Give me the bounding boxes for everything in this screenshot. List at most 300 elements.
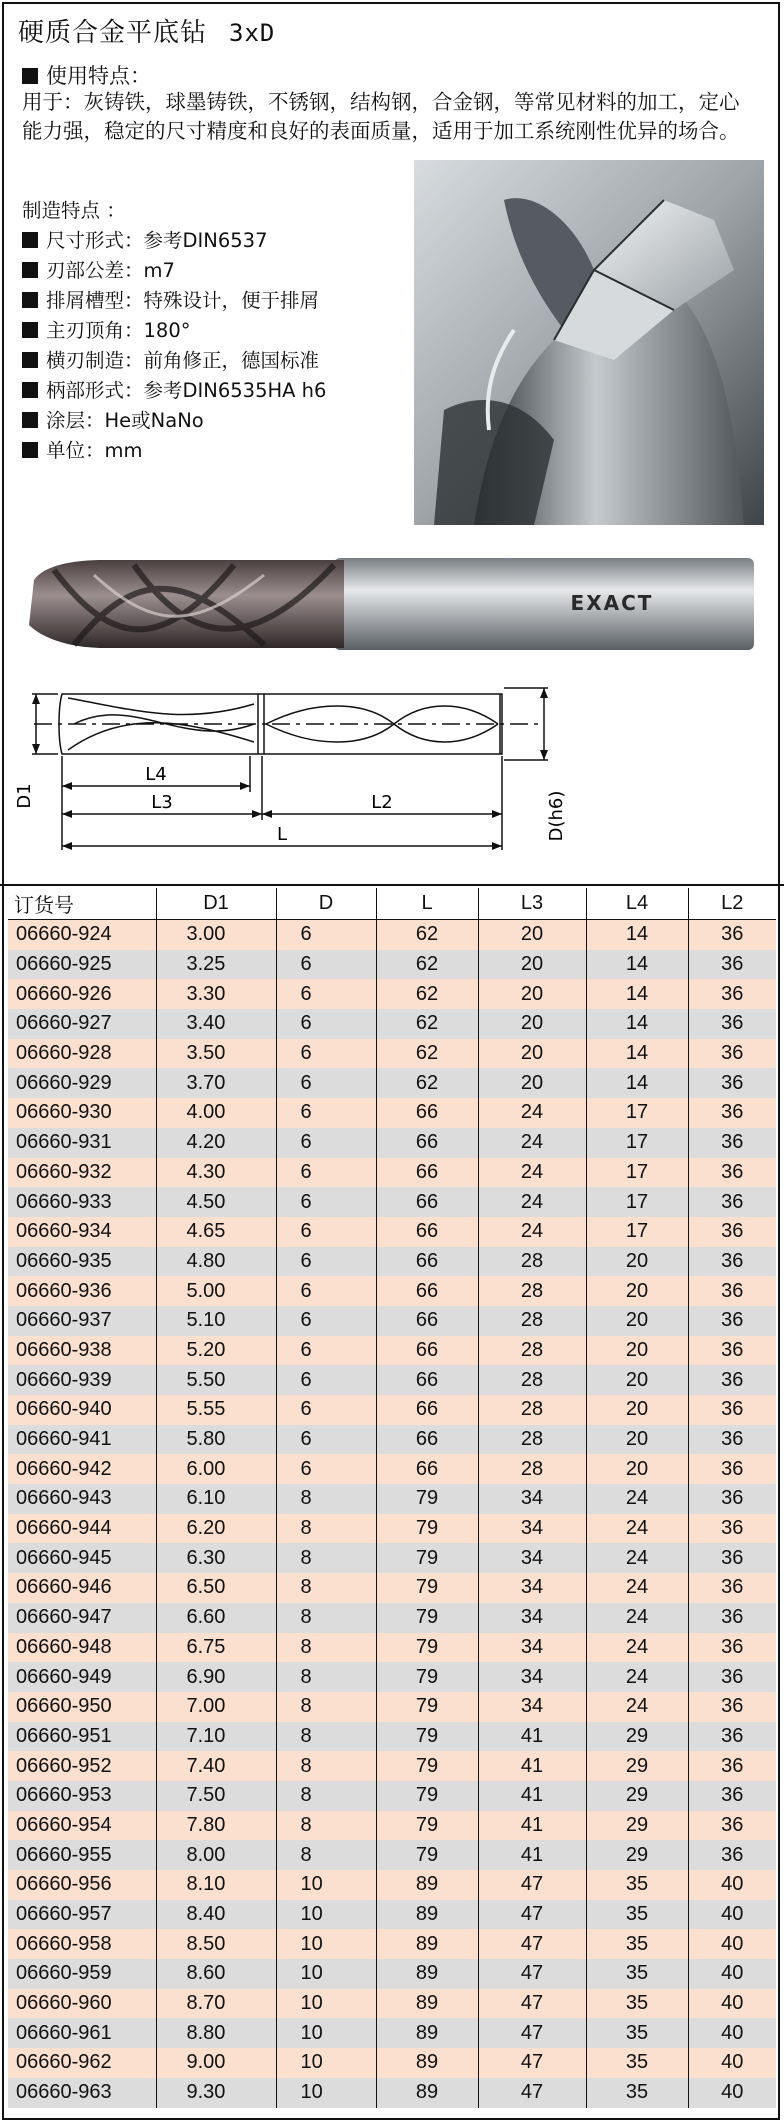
- cell-d1: 6.90: [156, 1662, 276, 1692]
- cell-d1: 4.80: [156, 1247, 276, 1277]
- cell-l3: 47: [478, 2078, 586, 2108]
- cell-d: 8: [276, 1484, 376, 1514]
- cell-d1: 7.00: [156, 1692, 276, 1722]
- cell-l3: 34: [478, 1692, 586, 1722]
- cell-l2: 36: [688, 1039, 776, 1069]
- cell-l3: 34: [478, 1662, 586, 1692]
- cell-l2: 36: [688, 1454, 776, 1484]
- cell-order-no: 06660-937: [8, 1306, 156, 1336]
- table-row: [8, 979, 776, 1009]
- cell-l: 62: [376, 1068, 478, 1098]
- cell-l2: 40: [688, 2018, 776, 2048]
- cell-l3: 34: [478, 1514, 586, 1544]
- dim-label-l4: L4: [145, 764, 167, 785]
- cell-l4: 35: [586, 2018, 688, 2048]
- table-row: [8, 1365, 776, 1395]
- feature-item: [22, 256, 326, 286]
- cell-l4: 35: [586, 1900, 688, 1930]
- title-text: 硬质合金平底钻: [18, 18, 208, 48]
- cell-d1: 7.40: [156, 1751, 276, 1781]
- cell-l: 79: [376, 1751, 478, 1781]
- table-row: [8, 1247, 776, 1277]
- feature-text: 尺寸形式：参考DIN6537: [46, 229, 268, 252]
- cell-order-no: 06660-943: [8, 1484, 156, 1514]
- cell-d: 6: [276, 1217, 376, 1247]
- square-bullet-icon: [22, 232, 38, 248]
- col-header-l4: L4: [586, 888, 688, 920]
- cell-l3: 24: [478, 1158, 586, 1188]
- cell-l4: 35: [586, 1959, 688, 1989]
- cell-l: 79: [376, 1573, 478, 1603]
- cell-l: 66: [376, 1336, 478, 1366]
- cell-l2: 36: [688, 1484, 776, 1514]
- cell-d1: 6.00: [156, 1454, 276, 1484]
- cell-l2: 36: [688, 1425, 776, 1455]
- cell-l2: 36: [688, 1722, 776, 1752]
- col-header-d1: D1: [156, 888, 276, 920]
- brand-engraving: EXACT: [570, 591, 654, 615]
- cell-l: 89: [376, 1959, 478, 1989]
- table-row: [8, 1068, 776, 1098]
- cell-l3: 47: [478, 1959, 586, 1989]
- cell-l2: 36: [688, 1514, 776, 1544]
- cell-l4: 20: [586, 1247, 688, 1277]
- table-row: [8, 1128, 776, 1158]
- table-row: [8, 1187, 776, 1217]
- cell-l4: 35: [586, 1929, 688, 1959]
- cell-l: 66: [376, 1365, 478, 1395]
- cell-order-no: 06660-959: [8, 1959, 156, 1989]
- cell-l4: 17: [586, 1187, 688, 1217]
- cell-l3: 24: [478, 1217, 586, 1247]
- cell-d1: 8.10: [156, 1870, 276, 1900]
- table-row: [8, 1781, 776, 1811]
- dimension-drawing: [14, 680, 766, 880]
- cell-l: 89: [376, 1870, 478, 1900]
- cell-d: 6: [276, 1009, 376, 1039]
- cell-d1: 5.00: [156, 1276, 276, 1306]
- usage-heading-text: 使用特点：: [46, 64, 151, 88]
- cell-l2: 36: [688, 1395, 776, 1425]
- dim-label-d1: D1: [14, 783, 35, 809]
- square-bullet-icon: [22, 382, 38, 398]
- cell-l4: 35: [586, 1989, 688, 2019]
- cell-d1: 5.55: [156, 1395, 276, 1425]
- cell-l2: 36: [688, 1276, 776, 1306]
- table-row: [8, 1276, 776, 1306]
- table-row: [8, 1039, 776, 1069]
- cell-d: 8: [276, 1840, 376, 1870]
- table-row: [8, 1929, 776, 1959]
- cell-order-no: 06660-949: [8, 1662, 156, 1692]
- cell-d1: 4.65: [156, 1217, 276, 1247]
- cell-l3: 47: [478, 1929, 586, 1959]
- cell-order-no: 06660-948: [8, 1633, 156, 1663]
- cell-d: 6: [276, 920, 376, 950]
- cell-d1: 3.00: [156, 920, 276, 950]
- cell-d1: 3.30: [156, 979, 276, 1009]
- cell-order-no: 06660-926: [8, 979, 156, 1009]
- cell-l: 66: [376, 1425, 478, 1455]
- cell-l3: 20: [478, 1039, 586, 1069]
- cell-order-no: 06660-933: [8, 1187, 156, 1217]
- cell-l3: 41: [478, 1781, 586, 1811]
- table-row: [8, 1722, 776, 1752]
- cell-l2: 36: [688, 1128, 776, 1158]
- cell-order-no: 06660-960: [8, 1989, 156, 2019]
- cell-order-no: 06660-938: [8, 1336, 156, 1366]
- cell-d1: 8.70: [156, 1989, 276, 2019]
- cell-l2: 36: [688, 1781, 776, 1811]
- cell-order-no: 06660-950: [8, 1692, 156, 1722]
- size-table: [8, 888, 776, 2108]
- cell-l: 66: [376, 1395, 478, 1425]
- cell-l: 62: [376, 1009, 478, 1039]
- cell-d: 6: [276, 1425, 376, 1455]
- cell-l4: 14: [586, 920, 688, 950]
- cell-l: 66: [376, 1217, 478, 1247]
- cell-d: 6: [276, 1454, 376, 1484]
- cell-d1: 8.00: [156, 1840, 276, 1870]
- cell-l4: 35: [586, 1870, 688, 1900]
- drill-product-image: [14, 550, 764, 660]
- cell-l3: 47: [478, 1989, 586, 2019]
- cell-d: 6: [276, 1306, 376, 1336]
- cell-l3: 41: [478, 1811, 586, 1841]
- cell-d: 6: [276, 1276, 376, 1306]
- cell-l3: 47: [478, 2018, 586, 2048]
- table-row: [8, 920, 776, 950]
- cell-d: 6: [276, 1395, 376, 1425]
- title-suffix: 3xD: [229, 19, 276, 47]
- table-row: [8, 1989, 776, 2019]
- cell-d1: 8.60: [156, 1959, 276, 1989]
- dim-label-l3: L3: [151, 792, 173, 813]
- cell-l: 66: [376, 1306, 478, 1336]
- cell-order-no: 06660-963: [8, 2078, 156, 2108]
- cell-l2: 36: [688, 1336, 776, 1366]
- cell-l3: 24: [478, 1128, 586, 1158]
- cell-l: 66: [376, 1187, 478, 1217]
- cell-l3: 28: [478, 1425, 586, 1455]
- table-row: [8, 950, 776, 980]
- table-row: [8, 1573, 776, 1603]
- cell-d: 10: [276, 1989, 376, 2019]
- cell-l3: 28: [478, 1454, 586, 1484]
- feature-list: [22, 196, 326, 466]
- cell-l3: 41: [478, 1751, 586, 1781]
- cell-l2: 36: [688, 1247, 776, 1277]
- cell-l2: 36: [688, 1603, 776, 1633]
- feature-text: 横刃制造：前角修正，德国标准: [46, 349, 320, 372]
- feature-text: 单位：mm: [46, 439, 143, 462]
- cell-l2: 36: [688, 1187, 776, 1217]
- col-header-l2: L2: [688, 888, 776, 920]
- cell-l4: 14: [586, 1039, 688, 1069]
- cell-l: 79: [376, 1603, 478, 1633]
- cell-l4: 14: [586, 1009, 688, 1039]
- cell-d: 10: [276, 2018, 376, 2048]
- table-row: [8, 1098, 776, 1128]
- cell-l4: 29: [586, 1722, 688, 1752]
- cell-l3: 28: [478, 1395, 586, 1425]
- cell-d: 10: [276, 2048, 376, 2078]
- cell-l: 79: [376, 1543, 478, 1573]
- cell-d: 8: [276, 1781, 376, 1811]
- cell-l2: 40: [688, 1989, 776, 2019]
- cell-d1: 6.60: [156, 1603, 276, 1633]
- col-header-d: D: [276, 888, 376, 920]
- col-header-l3: L3: [478, 888, 586, 920]
- cell-order-no: 06660-927: [8, 1009, 156, 1039]
- cell-d1: 4.00: [156, 1098, 276, 1128]
- table-header-row: [8, 888, 776, 920]
- dim-label-l2: L2: [371, 792, 393, 813]
- cell-d: 6: [276, 979, 376, 1009]
- cell-l: 89: [376, 2018, 478, 2048]
- table-body: [8, 920, 776, 2108]
- cell-l4: 14: [586, 979, 688, 1009]
- cell-l2: 36: [688, 979, 776, 1009]
- cell-l4: 29: [586, 1840, 688, 1870]
- square-bullet-icon: [22, 412, 38, 428]
- cell-l4: 24: [586, 1662, 688, 1692]
- cell-l2: 36: [688, 1751, 776, 1781]
- cell-l3: 28: [478, 1276, 586, 1306]
- cell-d: 10: [276, 1870, 376, 1900]
- table-row: [8, 1217, 776, 1247]
- cell-order-no: 06660-954: [8, 1811, 156, 1841]
- cell-l2: 36: [688, 1217, 776, 1247]
- cell-l3: 20: [478, 979, 586, 1009]
- cell-d1: 5.10: [156, 1306, 276, 1336]
- col-header-order-no: 订货号: [8, 888, 156, 920]
- cell-l3: 24: [478, 1187, 586, 1217]
- table-row: [8, 1811, 776, 1841]
- table-row: [8, 1662, 776, 1692]
- table-row: [8, 1840, 776, 1870]
- cell-l2: 36: [688, 1662, 776, 1692]
- cell-l4: 14: [586, 1068, 688, 1098]
- cell-d1: 7.80: [156, 1811, 276, 1841]
- feature-item: [22, 376, 326, 406]
- cell-d: 8: [276, 1811, 376, 1841]
- table-row: [8, 1633, 776, 1663]
- cell-order-no: 06660-931: [8, 1128, 156, 1158]
- cell-l2: 36: [688, 1306, 776, 1336]
- cell-d: 10: [276, 1900, 376, 1930]
- cell-order-no: 06660-934: [8, 1217, 156, 1247]
- cell-d: 6: [276, 1098, 376, 1128]
- cell-order-no: 06660-930: [8, 1098, 156, 1128]
- cell-l4: 20: [586, 1306, 688, 1336]
- cell-order-no: 06660-939: [8, 1365, 156, 1395]
- cell-l4: 29: [586, 1751, 688, 1781]
- cell-d: 6: [276, 1039, 376, 1069]
- cell-l: 79: [376, 1781, 478, 1811]
- mfg-heading: 制造特点 ：: [22, 199, 126, 222]
- page-title: [18, 12, 275, 49]
- table-row: [8, 1514, 776, 1544]
- feature-item: [22, 436, 326, 466]
- cell-l4: 24: [586, 1603, 688, 1633]
- cell-l3: 28: [478, 1336, 586, 1366]
- cell-d: 10: [276, 1959, 376, 1989]
- square-bullet-icon: [22, 68, 38, 84]
- cell-order-no: 06660-940: [8, 1395, 156, 1425]
- cell-order-no: 06660-945: [8, 1543, 156, 1573]
- cell-d1: 8.80: [156, 2018, 276, 2048]
- table-row: [8, 1306, 776, 1336]
- cell-d: 8: [276, 1573, 376, 1603]
- cell-order-no: 06660-944: [8, 1514, 156, 1544]
- cell-order-no: 06660-957: [8, 1900, 156, 1930]
- cell-d1: 6.75: [156, 1633, 276, 1663]
- cell-order-no: 06660-958: [8, 1929, 156, 1959]
- cell-l2: 36: [688, 1633, 776, 1663]
- cell-l2: 36: [688, 950, 776, 980]
- cell-l3: 20: [478, 1068, 586, 1098]
- cell-l3: 28: [478, 1365, 586, 1395]
- feature-text: 柄部形式：参考DIN6535HA h6: [46, 379, 327, 402]
- cell-l: 89: [376, 2078, 478, 2108]
- cell-d: 8: [276, 1662, 376, 1692]
- cell-l: 62: [376, 1039, 478, 1069]
- feature-item: [22, 406, 326, 436]
- cell-l: 79: [376, 1662, 478, 1692]
- cell-d1: 5.20: [156, 1336, 276, 1366]
- cell-d: 6: [276, 1158, 376, 1188]
- cell-l4: 14: [586, 950, 688, 980]
- cell-l: 66: [376, 1247, 478, 1277]
- cell-l2: 36: [688, 1365, 776, 1395]
- table-row: [8, 2078, 776, 2108]
- cell-l2: 36: [688, 1158, 776, 1188]
- feature-text: 刃部公差：m7: [46, 259, 175, 282]
- feature-item: [22, 226, 326, 256]
- table-row: [8, 1959, 776, 1989]
- cell-l2: 40: [688, 1959, 776, 1989]
- cell-l4: 17: [586, 1217, 688, 1247]
- table-row: [8, 1454, 776, 1484]
- cell-l4: 20: [586, 1425, 688, 1455]
- table-row: [8, 2048, 776, 2078]
- cell-l3: 34: [478, 1633, 586, 1663]
- table-row: [8, 1395, 776, 1425]
- cell-l: 79: [376, 1840, 478, 1870]
- cell-l4: 24: [586, 1573, 688, 1603]
- cell-l3: 20: [478, 920, 586, 950]
- cell-d: 8: [276, 1514, 376, 1544]
- feature-item: [22, 286, 326, 316]
- cell-d: 6: [276, 1336, 376, 1366]
- cell-d1: 5.50: [156, 1365, 276, 1395]
- table-row: [8, 1692, 776, 1722]
- cell-d: 8: [276, 1722, 376, 1752]
- cell-l4: 20: [586, 1365, 688, 1395]
- cell-l: 66: [376, 1098, 478, 1128]
- cell-d: 10: [276, 2078, 376, 2108]
- square-bullet-icon: [22, 322, 38, 338]
- cell-l3: 47: [478, 2048, 586, 2078]
- cell-l2: 36: [688, 1009, 776, 1039]
- cell-l3: 24: [478, 1098, 586, 1128]
- cell-order-no: 06660-955: [8, 1840, 156, 1870]
- cell-l4: 35: [586, 2048, 688, 2078]
- cell-l: 89: [376, 1900, 478, 1930]
- cell-l: 79: [376, 1514, 478, 1544]
- cell-l: 79: [376, 1633, 478, 1663]
- cell-l: 79: [376, 1722, 478, 1752]
- cell-l: 89: [376, 2048, 478, 2078]
- cell-l4: 17: [586, 1098, 688, 1128]
- cell-l3: 34: [478, 1543, 586, 1573]
- cell-d: 8: [276, 1543, 376, 1573]
- table-row: [8, 1603, 776, 1633]
- feature-text: 涂层：He或NaNo: [46, 409, 204, 432]
- cell-d1: 4.50: [156, 1187, 276, 1217]
- cell-order-no: 06660-929: [8, 1068, 156, 1098]
- cell-d1: 7.50: [156, 1781, 276, 1811]
- table-row: [8, 1158, 776, 1188]
- cell-d1: 3.40: [156, 1009, 276, 1039]
- cell-l4: 24: [586, 1543, 688, 1573]
- table-row: [8, 1900, 776, 1930]
- cell-l2: 36: [688, 1573, 776, 1603]
- cell-d1: 6.50: [156, 1573, 276, 1603]
- cell-l: 79: [376, 1811, 478, 1841]
- cell-l2: 40: [688, 1870, 776, 1900]
- cell-d1: 6.10: [156, 1484, 276, 1514]
- cell-l: 89: [376, 1929, 478, 1959]
- usage-heading: [22, 60, 151, 90]
- cell-order-no: 06660-935: [8, 1247, 156, 1277]
- cell-d1: 3.50: [156, 1039, 276, 1069]
- cell-d1: 9.00: [156, 2048, 276, 2078]
- cell-order-no: 06660-953: [8, 1781, 156, 1811]
- cell-l: 62: [376, 920, 478, 950]
- cell-d: 6: [276, 950, 376, 980]
- cell-l4: 20: [586, 1336, 688, 1366]
- cell-d: 6: [276, 1128, 376, 1158]
- cell-d1: 3.70: [156, 1068, 276, 1098]
- table-row: [8, 1425, 776, 1455]
- cell-l4: 24: [586, 1514, 688, 1544]
- feature-item: [22, 316, 326, 346]
- cell-l4: 17: [586, 1128, 688, 1158]
- cell-l4: 29: [586, 1811, 688, 1841]
- cell-l3: 20: [478, 1009, 586, 1039]
- cell-order-no: 06660-947: [8, 1603, 156, 1633]
- cell-l3: 20: [478, 950, 586, 980]
- cell-l: 66: [376, 1128, 478, 1158]
- cell-l2: 36: [688, 920, 776, 950]
- cell-l4: 24: [586, 1633, 688, 1663]
- cell-l4: 24: [586, 1692, 688, 1722]
- cell-l: 62: [376, 950, 478, 980]
- cell-l3: 41: [478, 1722, 586, 1752]
- usage-description: 用于：灰铸铁，球墨铸铁，不锈钢，结构钢，合金钢，等常见材料的加工，定心能力强，稳定的尺寸精度和良好的表面质量，适用于加工系统刚性优异的场合。: [22, 90, 740, 143]
- cell-d1: 8.50: [156, 1929, 276, 1959]
- cell-d: 10: [276, 1929, 376, 1959]
- cell-order-no: 06660-951: [8, 1722, 156, 1752]
- cell-d: 8: [276, 1633, 376, 1663]
- cell-d: 8: [276, 1692, 376, 1722]
- cell-l2: 40: [688, 1929, 776, 1959]
- col-header-l: L: [376, 888, 478, 920]
- cell-d1: 9.30: [156, 2078, 276, 2108]
- feature-text: 主刃顶角：180°: [46, 319, 191, 342]
